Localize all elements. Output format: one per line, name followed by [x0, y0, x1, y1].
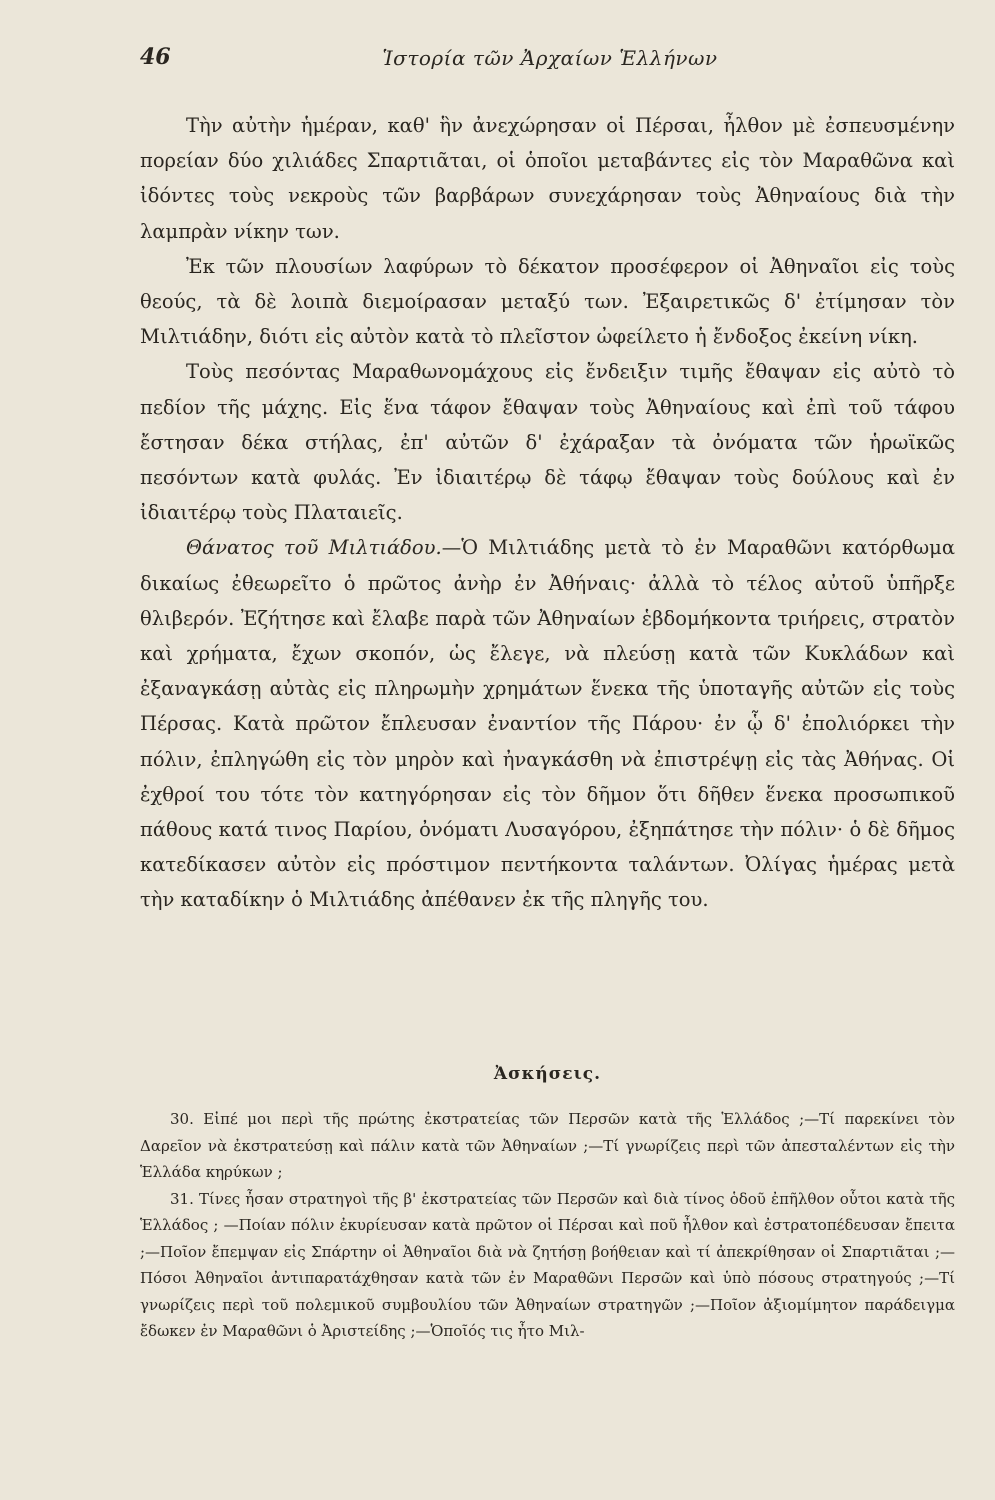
section-paragraph [140, 530, 955, 917]
paragraph: Τοὺς πεσόντας Μαραθωνομάχους εἰς ἔνδειξιν τιμῆς ἔθαψαν εἰς αὐτὸ τὸ πεδίον τῆς μάχης. Εἰς ἕνα τάφον ἔθαψαν τοὺς Ἀθηναίους καὶ ἐπὶ τοῦ τάφου ἔστησαν δέκα στήλας, ἐπ' αὐτῶν δ' ἐχάραξαν τὰ ὀνόματα τῶν ἡρωϊκῶς πεσόντων κατὰ φυλάς. Ἐν ἰδιαιτέρῳ δὲ τάφῳ ἔθαψαν τοὺς δούλους καὶ ἐν ἰδιαιτέρῳ τοὺς Πλαταιεῖς. [140, 360, 955, 525]
section-title: Θάνατος τοῦ Μιλτιάδου. [186, 536, 442, 560]
paragraph: Τὴν αὐτὴν ἡμέραν, καθ' ἣν ἀνεχώρησαν οἱ Πέρσαι, ἦλθον μὲ ἐσπευσμένην πορείαν δύο χιλιάδες Σπαρτιᾶται, οἱ ὁποῖοι μεταβάντες εἰς τὸν Μαραθῶνα καὶ ἰδόντες τοὺς νεκροὺς τῶν βαρβάρων συνεχάρησαν τοὺς Ἀθηναίους διὰ τὴν λαμπρὰν νίκην των. [140, 114, 955, 243]
exercises-heading: Ἀσκήσεις. [493, 1064, 602, 1084]
exercises-list [140, 1106, 955, 1345]
exercise-item: 31. Τίνες ἦσαν στρατηγοὶ τῆς β' ἐκστρατείας τῶν Περσῶν καὶ διὰ τίνος ὁδοῦ ἐπῆλθον οὗτοι κατὰ τῆς Ἑλλάδος ; —Ποίαν πόλιν ἐκυρίευσαν κατὰ πρῶτον οἱ Πέρσαι καὶ ποῦ ἦλθον καὶ ἐστρατοπέδευσαν ἔπειτα ;—Ποῖον ἔπεμψαν εἰς Σπάρτην οἱ Ἀθηναῖοι διὰ νὰ ζητήσῃ βοήθειαν καὶ τί ἀπεκρίθησαν οἱ Σπαρτιᾶται ;—Πόσοι Ἀθηναῖοι ἀντιπαρατάχθησαν κατὰ τῶν ἐν Μαραθῶνι Περσῶν καὶ ὑπὸ πόσους στρατηγούς ;—Τί γνωρίζεις περὶ τοῦ πολεμικοῦ συμβουλίου τῶν Ἀθηναίων στρατηγῶν ;—Ποῖον ἀξιομίμητον παράδειγμα ἔδωκεν ἐν Μαραθῶνι ὁ Ἀριστείδης ;—Ὁποῖός τις ἦτο Μιλ- [140, 1189, 955, 1340]
page-header [140, 44, 960, 78]
paragraph: Ἐκ τῶν πλουσίων λαφύρων τὸ δέκατον προσέφερον οἱ Ἀθηναῖοι εἰς τοὺς θεούς, τὰ δὲ λοιπὰ διεμοίρασαν μεταξύ των. Ἐξαιρετικῶς δ' ἐτίμησαν τὸν Μιλτιάδην, διότι εἰς αὐτὸν κατὰ τὸ πλεῖστον ὠφείλετο ἡ ἔνδοξος ἐκείνη νίκη. [140, 254, 955, 349]
exercise-item: 30. Εἰπέ μοι περὶ τῆς πρώτης ἐκστρατείας τῶν Περσῶν κατὰ τῆς Ἑλλάδος ;—Τί παρεκίνει τὸν Δαρεῖον νὰ ἐκστρατεύσῃ καὶ πάλιν κατὰ τῶν Ἀθηναίων ;—Τί γνωρίζεις περὶ τῶν ἀπεσταλέντων εἰς τὴν Ἑλλάδα κηρύκων ; [140, 1110, 955, 1181]
main-text [140, 108, 955, 918]
section-text: —Ὁ Μιλτιάδης μετὰ τὸ ἐν Μαραθῶνι κατόρθωμα δικαίως ἐθεωρεῖτο ὁ πρῶτος ἀνὴρ ἐν Ἀθήναις· ἀλλὰ τὸ τέλος αὐτοῦ ὑπῆρξε θλιβερόν. Ἐζήτησε καὶ ἔλαβε παρὰ τῶν Ἀθηναίων ἑβδομήκοντα τριήρεις, στρατὸν καὶ χρήματα, ἔχων σκοπόν, ὡς ἔλεγε, νὰ πλεύσῃ κατὰ τῶν Κυκλάδων καὶ ἐξαναγκάσῃ αὐτὰς εἰς πληρωμὴν χρημάτων ἕνεκα τῆς ὑποταγῆς αὐτῶν εἰς τοὺς Πέρσας. Κατὰ πρῶτον ἔπλευσαν ἐναντίον τῆς Πάρου· ἐν ᾧ δ' ἐπολιόρκει τὴν πόλιν, ἐπληγώθη εἰς τὸν μηρὸν καὶ ἠναγκάσθη νὰ ἐπιστρέψῃ εἰς τὰς Ἀθήνας. Οἱ ἐχθροί του τότε τὸν κατηγόρησαν εἰς τὸν δῆμον ὅτι δῆθεν ἕνεκα προσωπικοῦ πάθους κατά τινος Παρίου, ὀνόματι Λυσαγόρου, ἐξηπάτησε τὴν πόλιν· ὁ δὲ δῆμος κατεδίκασεν αὐτὸν εἰς πρόστιμον πεντήκοντα ταλάντων. Ὀλίγας ἡμέρας μετὰ τὴν καταδίκην ὁ Μιλτιάδης ἀπέθανεν ἐκ τῆς πληγῆς του. [140, 536, 955, 912]
page-number: 46 [140, 44, 171, 70]
running-title: Ἱστορία τῶν Ἀρχαίων Ἑλλήνων [382, 46, 718, 70]
